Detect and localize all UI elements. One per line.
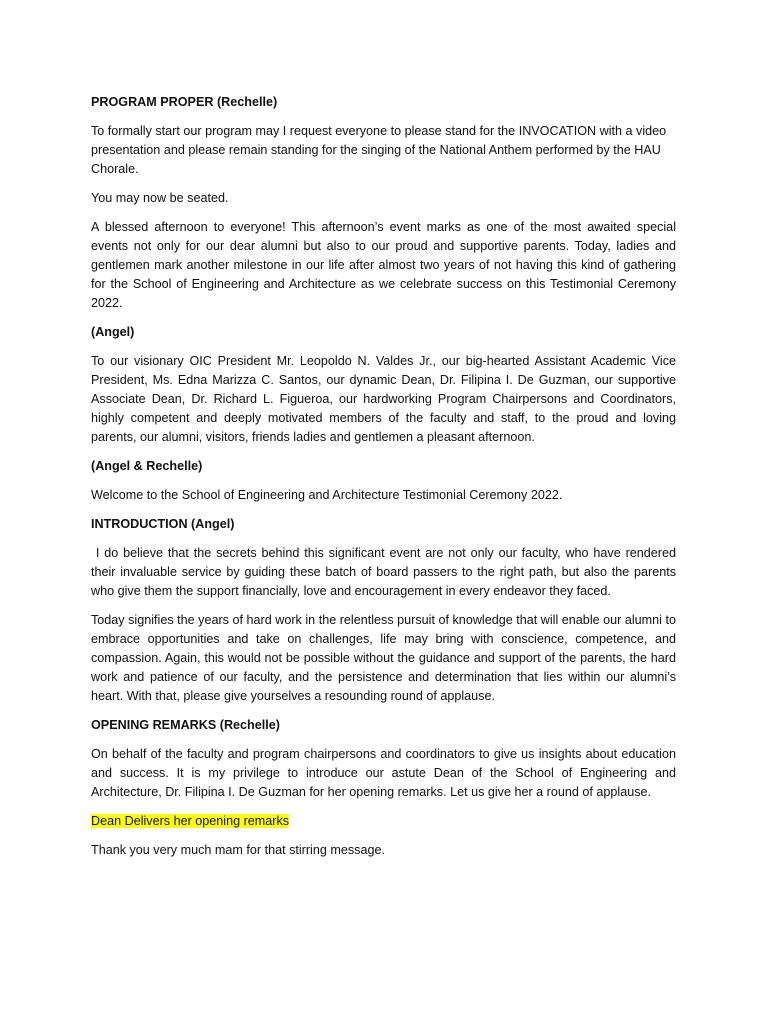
- paragraph-dean-delivers: [91, 812, 676, 831]
- heading-angel: (Angel): [91, 325, 135, 339]
- paragraph-secrets: I do believe that the secrets behind this significant event are not only our faculty, who have rendered their invaluable service by guiding these batch of board passers to the right path, but also the parents who give them the support financially, love and encouragement in every endeavor they faced.: [91, 546, 680, 598]
- paragraph-thank-you: Thank you very much mam for that stirring message.: [91, 843, 385, 857]
- paragraph-invocation: To formally start our program may I request everyone to please stand for the INVOCATION with a video presentation and please remain standing for the singing of the National Anthem performed by the HAU Chorale.: [91, 124, 667, 176]
- heading-program-proper: PROGRAM PROPER (Rechelle): [91, 95, 278, 109]
- highlighted-text: Dean Delivers her opening remarks: [91, 814, 290, 828]
- paragraph-welcome: Welcome to the School of Engineering and Architecture Testimonial Ceremony 2022.: [91, 488, 563, 502]
- heading-opening-remarks: OPENING REMARKS (Rechelle): [91, 718, 280, 732]
- paragraph-seated: You may now be seated.: [91, 191, 229, 205]
- document-page: [91, 93, 680, 870]
- heading-introduction: INTRODUCTION (Angel): [91, 517, 235, 531]
- paragraph-on-behalf: On behalf of the faculty and program chairpersons and coordinators to give us insights about education and success. It is my privilege to introduce our astute Dean of the School of Engineering and Architecture, Dr. Filipina I. De Guzman for her opening remarks. Let us give her a round of applause.: [91, 747, 676, 799]
- heading-angel-rechelle: (Angel & Rechelle): [91, 459, 203, 473]
- paragraph-blessed-afternoon: A blessed afternoon to everyone! This afternoon’s event marks as one of the most awaited special events not only for our dear alumni but also to our proud and supportive parents. Today, ladies and gentlemen mark another milestone in our life after almost two years of not having this kind of gathering for the School of Engineering and Architecture as we celebrate success on this Testimonial Ceremony 2022.: [91, 220, 676, 310]
- paragraph-today-signifies: Today signifies the years of hard work in the relentless pursuit of knowledge that will enable our alumni to embrace opportunities and take on challenges, life may bring with conscience, competence, and compassion. Again, this would not be possible without the guidance and support of the parents, the hard work and patience of our faculty, and the persistence and determination that lies within our alumni’s heart. With that, please give yourselves a resounding round of applause.: [91, 613, 676, 703]
- paragraph-greetings: To our visionary OIC President Mr. Leopoldo N. Valdes Jr., our big-hearted Assistant Academic Vice President, Ms. Edna Marizza C. Santos, our dynamic Dean, Dr. Filipina I. De Guzman, our supportive Associate Dean, Dr. Richard L. Figueroa, our hardworking Program Chairpersons and Coordinators, highly competent and deeply motivated members of the faculty and staff, to the proud and loving parents, our alumni, visitors, friends ladies and gentlemen a pleasant afternoon.: [91, 354, 676, 444]
